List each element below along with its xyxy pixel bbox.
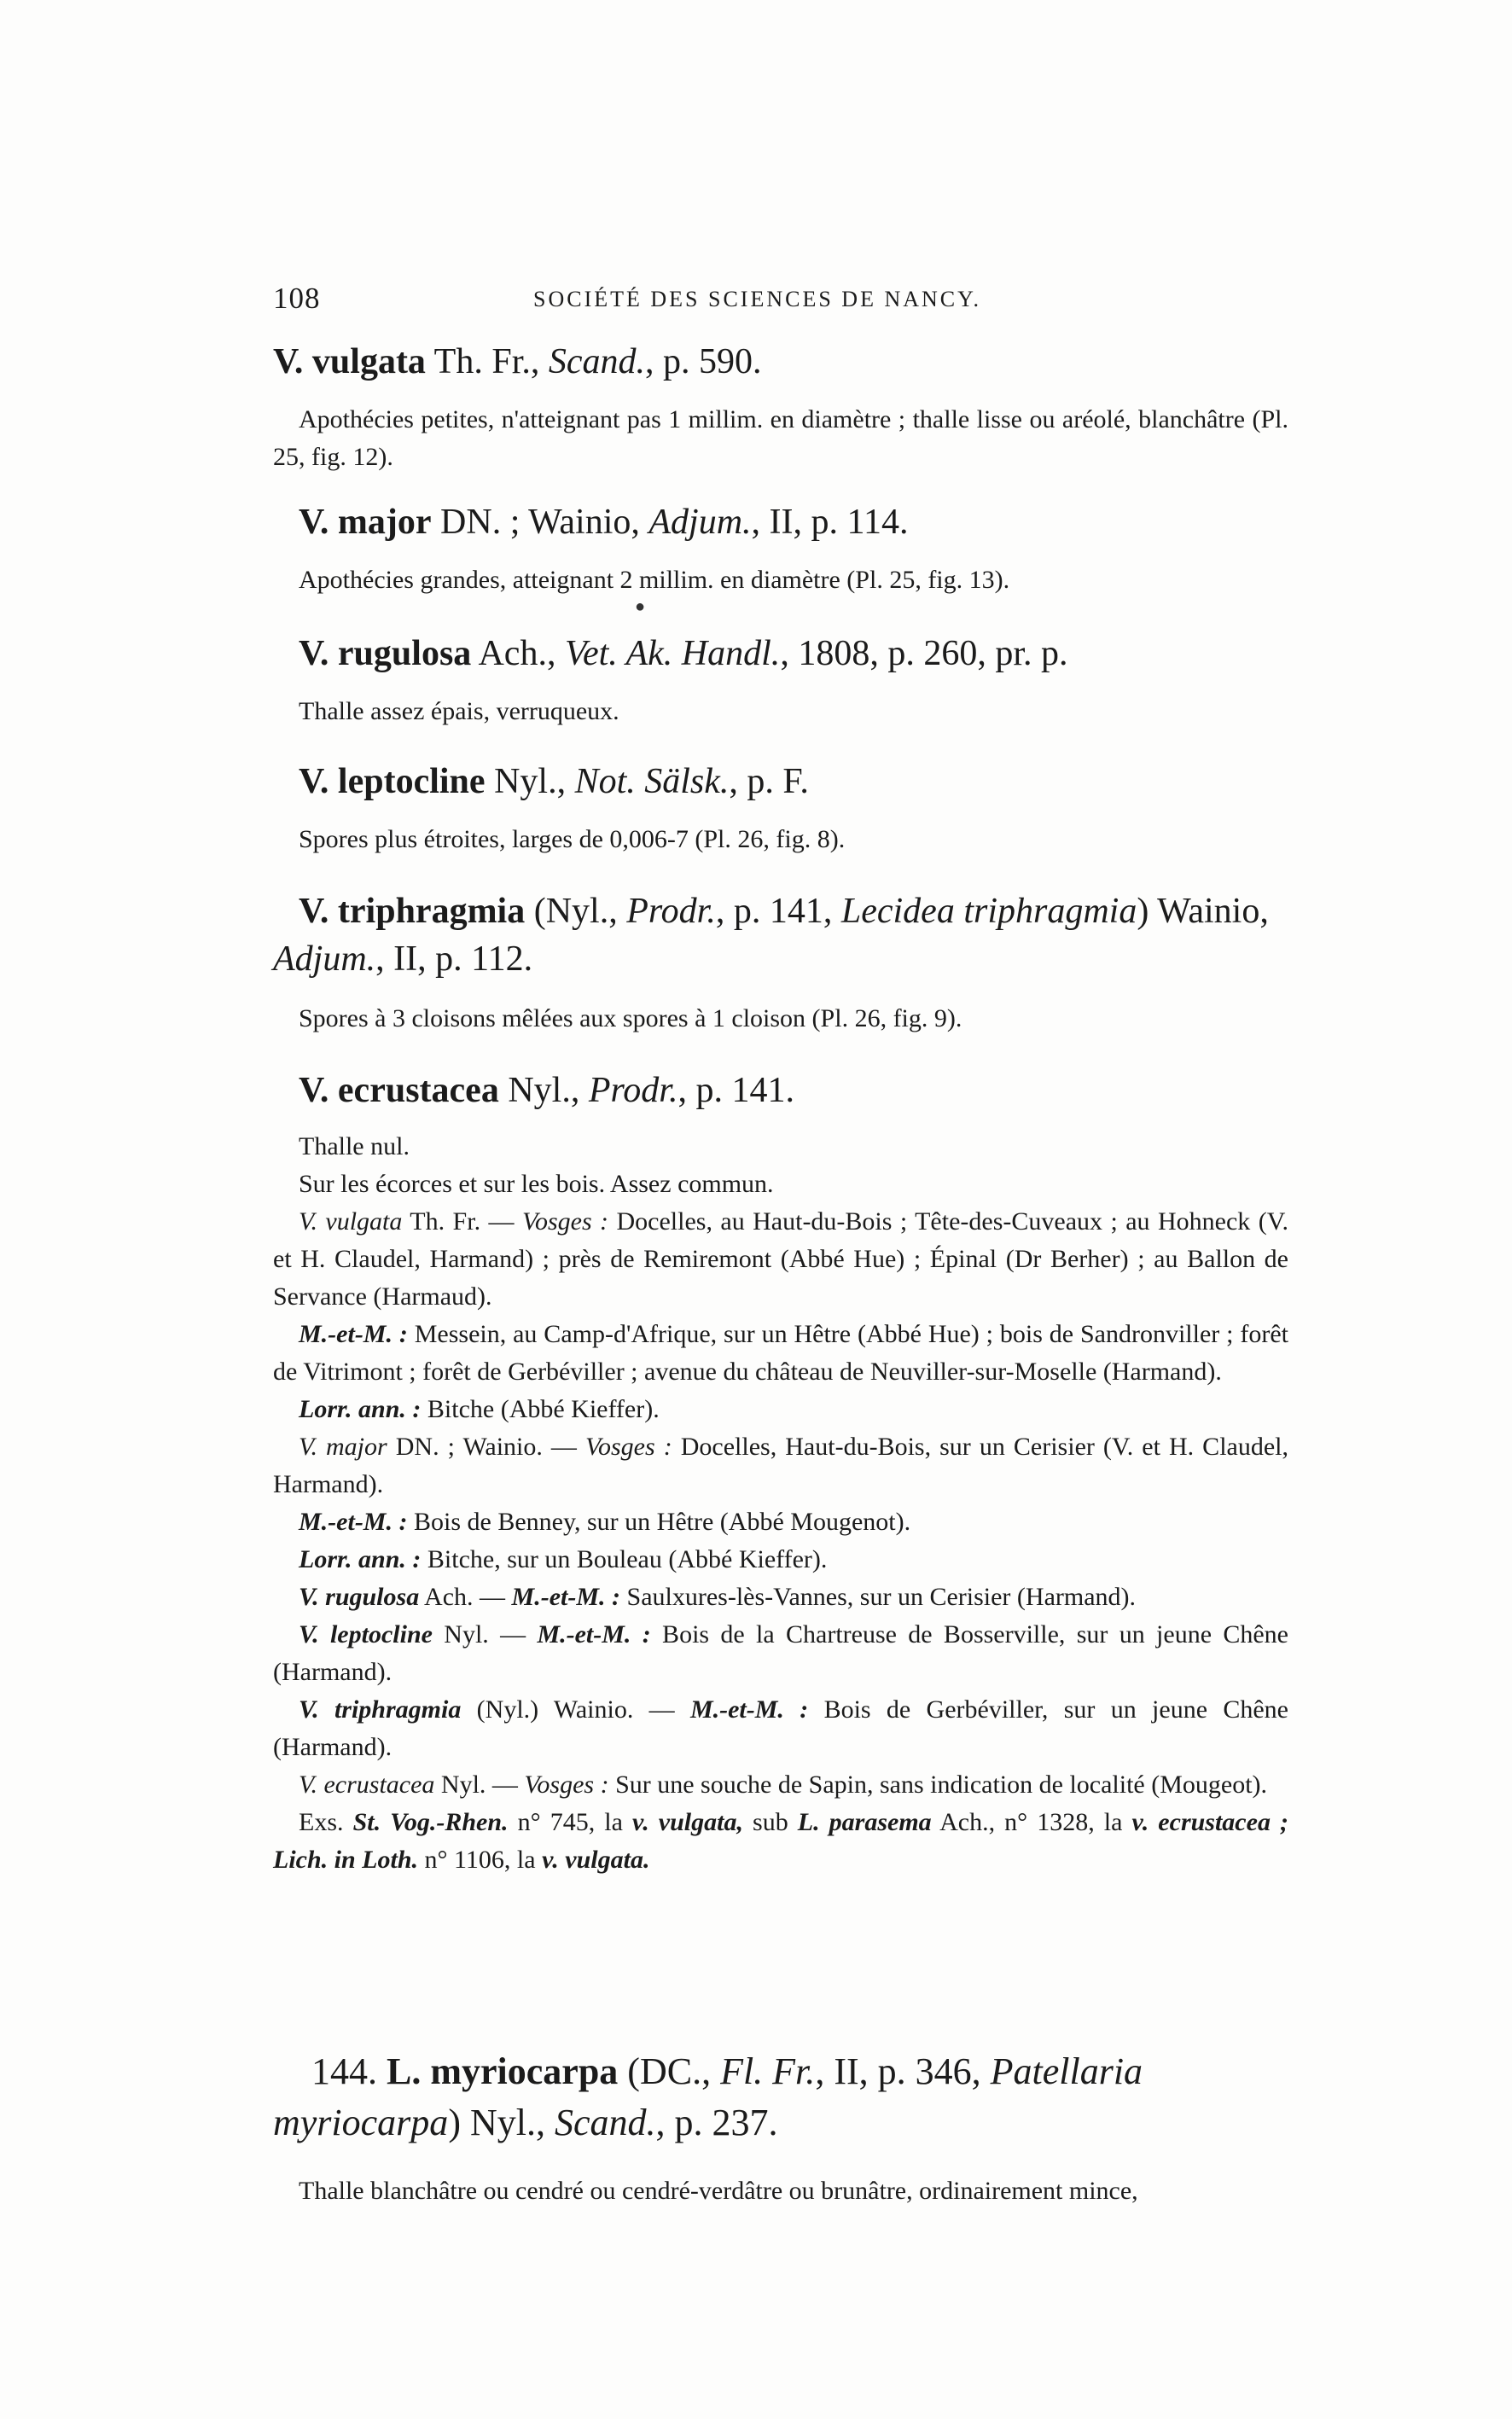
locality-entry: Lorr. ann. : Bitche (Abbé Kieffer). (299, 1395, 660, 1423)
variety-heading: V. major DN. ; Wainio, Adjum., II, p. 114. (299, 503, 909, 542)
variety-heading: V. triphragmia (Nyl., Prodr., p. 141, Lecidea triphragmia) Wainio, Adjum., II, p. 112. (273, 892, 1269, 979)
variety-description: Spores plus étroites, larges de 0,006-7 (Pl. 26, fig. 8). (299, 825, 846, 853)
print-mark: ● (635, 597, 646, 616)
distribution-block (273, 1128, 1288, 1879)
variety-heading: V. rugulosa Ach., Vet. Ak. Handl., 1808, p. 260, pr. p. (299, 634, 1068, 673)
locality-entry: V. rugulosa Ach. — M.-et-M. : Saulxures-lès-Vannes, sur un Cerisier (Harmand). (299, 1583, 1137, 1611)
locality-entry: V. vulgata Th. Fr. — Vosges : Docelles, au Haut-du-Bois ; Tête-des-Cuveaux ; au Hohneck (V. et H. Claudel, Harmand) ; près de Remiremont (Abbé Hue) ; Épinal (Dr Berher) ; au Ballon de Servance (Harmaud). (273, 1207, 1288, 1311)
locality-entry: M.-et-M. : Messein, au Camp-d'Afrique, sur un Hêtre (Abbé Hue) ; bois de Sandronviller ; forêt de Vitrimont ; forêt de Gerbéviller ; avenue du château de Neuviller-sur-Moselle (Harmand). (273, 1320, 1288, 1386)
running-title: SOCIÉTÉ DES SCIENCES DE NANCY. (533, 287, 982, 311)
locality-entry: M.-et-M. : Bois de Benney, sur un Hêtre (Abbé Mougenot). (299, 1508, 911, 1536)
variety-description: Thalle nul. (299, 1132, 410, 1160)
variety-description: Apothécies petites, n'atteignant pas 1 millim. en diamètre ; thalle lisse ou aréolé, blanchâtre (Pl. 25, fig. 12). (273, 405, 1288, 471)
variety-heading: V. vulgata Th. Fr., Scand., p. 590. (273, 342, 762, 381)
variety-description: Thalle assez épais, verruqueux. (299, 697, 619, 725)
species-heading: 144. L. myriocarpa (DC., Fl. Fr., II, p. 346, Patellaria myriocarpa) Nyl., Scand., p. 237. (273, 2050, 1143, 2143)
page-header (273, 282, 1288, 319)
page-number: 108 (273, 282, 321, 315)
locality-entry: V. major DN. ; Wainio. — Vosges : Docelles, Haut-du-Bois, sur un Cerisier (V. et H. Claudel, Harmand). (273, 1433, 1288, 1498)
exsiccatae-entry: Exs. St. Vog.-Rhen. n° 745, la v. vulgata, sub L. parasema Ach., n° 1328, la v. ecrustacea ; Lich. in Loth. n° 1106, la v. vulgata. (273, 1808, 1289, 1874)
locality-entry: Lorr. ann. : Bitche, sur un Bouleau (Abbé Kieffer). (299, 1545, 828, 1573)
variety-description: Spores à 3 cloisons mêlées aux spores à 1 cloison (Pl. 26, fig. 9). (299, 1004, 962, 1032)
locality-entry: V. triphragmia (Nyl.) Wainio. — M.-et-M. : Bois de Gerbéviller, sur un jeune Chêne (Harmand). (273, 1695, 1288, 1761)
variety-description: Apothécies grandes, atteignant 2 millim. en diamètre (Pl. 25, fig. 13). (299, 566, 1010, 594)
locality-entry: V. leptocline Nyl. — M.-et-M. : Bois de la Chartreuse de Bosserville, sur un jeune Chêne (Harmand). (273, 1620, 1288, 1686)
species-description: Thalle blanchâtre ou cendré ou cendré-verdâtre ou brunâtre, ordinairement mince, (299, 2177, 1138, 2205)
variety-heading: V. ecrustacea Nyl., Prodr., p. 141. (299, 1071, 794, 1110)
variety-heading: V. leptocline Nyl., Not. Sälsk., p. F. (299, 762, 809, 801)
locality-entry: V. ecrustacea Nyl. — Vosges : Sur une souche de Sapin, sans indication de localité (Mougeot). (299, 1771, 1268, 1799)
habitat-text: Sur les écorces et sur les bois. Assez commun. (299, 1170, 774, 1198)
